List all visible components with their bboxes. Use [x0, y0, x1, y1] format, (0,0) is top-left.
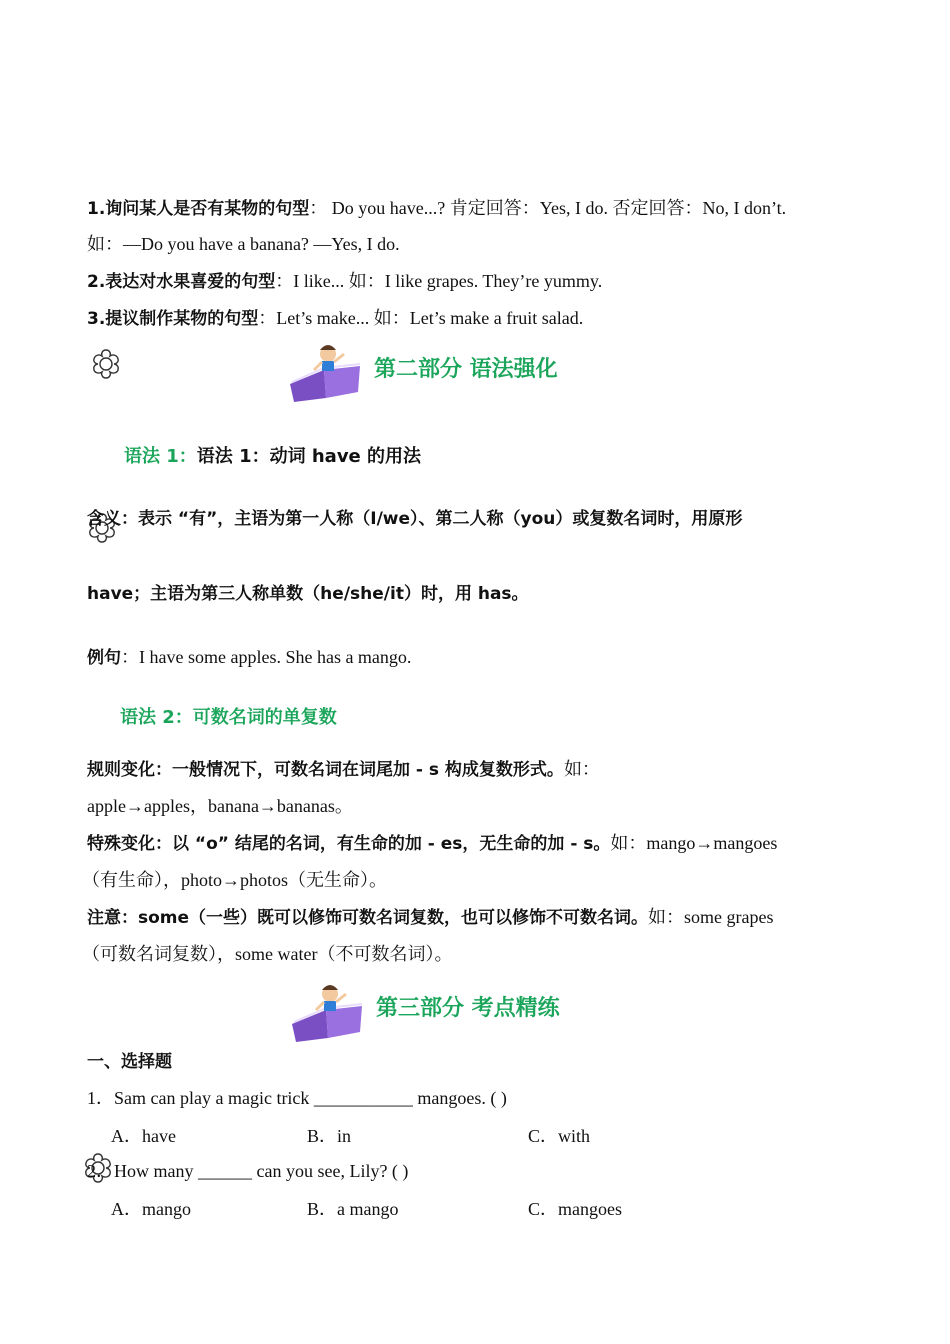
- question-2-option-c[interactable]: C．mangoes: [528, 1199, 622, 1219]
- sentence-pattern-1: 1.询问某人是否有某物的句型： Do you have...? 肯定回答：Yes, I do. 否定回答：No, I don’t.: [87, 198, 787, 219]
- question-1-stem: 1．Sam can play a magic trick ___________ mangoes. ( ): [87, 1088, 507, 1108]
- reading-boy-illustration: [286, 340, 366, 404]
- grammar1-label: 语法 1：: [124, 446, 197, 467]
- reading-boy-illustration: [288, 980, 368, 1044]
- rule-special-example: （有生命），photo→photos（无生命）。: [82, 870, 388, 890]
- question-2-option-b[interactable]: B．a mango: [307, 1199, 399, 1219]
- question-1-option-b[interactable]: B．in: [307, 1126, 352, 1146]
- meaning-line-1: 含义：表示 “有”，主语为第一人称（I/we）、第二人称（you）或复数名词时，用原形: [87, 509, 743, 529]
- sentence-pattern-2: 2.表达对水果喜爱的句型：I like... 如：I like grapes. They’re yummy.: [87, 271, 603, 292]
- grammar1-title: 语法 1：动词 have 的用法: [196, 446, 422, 467]
- s1-title: 1.询问某人是否有某物的句型: [87, 199, 310, 219]
- section-title: 一、选择题: [87, 1052, 172, 1072]
- flower-icon: [88, 346, 124, 382]
- sentence-pattern-3: 3.提议制作某物的句型：Let’s make... 如：Let’s make a fruit salad.: [87, 308, 584, 329]
- grammar2-title: 语法 2：可数名词的单复数: [120, 707, 337, 728]
- question-2-stem: 2．How many ______ can you see, Lily? ( ): [87, 1161, 409, 1181]
- example-label: 例句: [87, 648, 121, 668]
- rule-regular-example: apple→apples，banana→bananas。: [87, 796, 353, 816]
- sentence-pattern-1-example: 如：—Do you have a banana? —Yes, I do.: [87, 234, 400, 254]
- rule-regular: 规则变化：一般情况下，可数名词在词尾加 - s 构成复数形式。如：: [87, 759, 600, 780]
- meaning-line-2: have；主语为第三人称单数（he/she/it）时，用 has。: [87, 584, 529, 604]
- note: 注意：some（一些）既可以修饰可数名词复数，也可以修饰不可数名词。如：some grapes: [87, 907, 774, 928]
- question-1-option-c[interactable]: C．with: [528, 1126, 591, 1146]
- question-1-option-a[interactable]: A．have: [111, 1126, 176, 1146]
- grammar1-heading: [124, 444, 421, 469]
- question-2-option-a[interactable]: A．mango: [111, 1199, 191, 1219]
- example-sentence: 例句：I have some apples. She has a mango.: [87, 647, 412, 668]
- s1-pattern: Do you have...?: [331, 198, 446, 218]
- rule-special: 特殊变化：以 “o” 结尾的名词，有生命的加 - es，无生命的加 - s。如：mango→mangoes: [87, 833, 778, 854]
- part2-title: 第二部分 语法强化: [374, 357, 558, 382]
- part3-title: 第三部分 考点精练: [376, 996, 560, 1021]
- note-example: （可数名词复数），some water（不可数名词）。: [82, 944, 453, 964]
